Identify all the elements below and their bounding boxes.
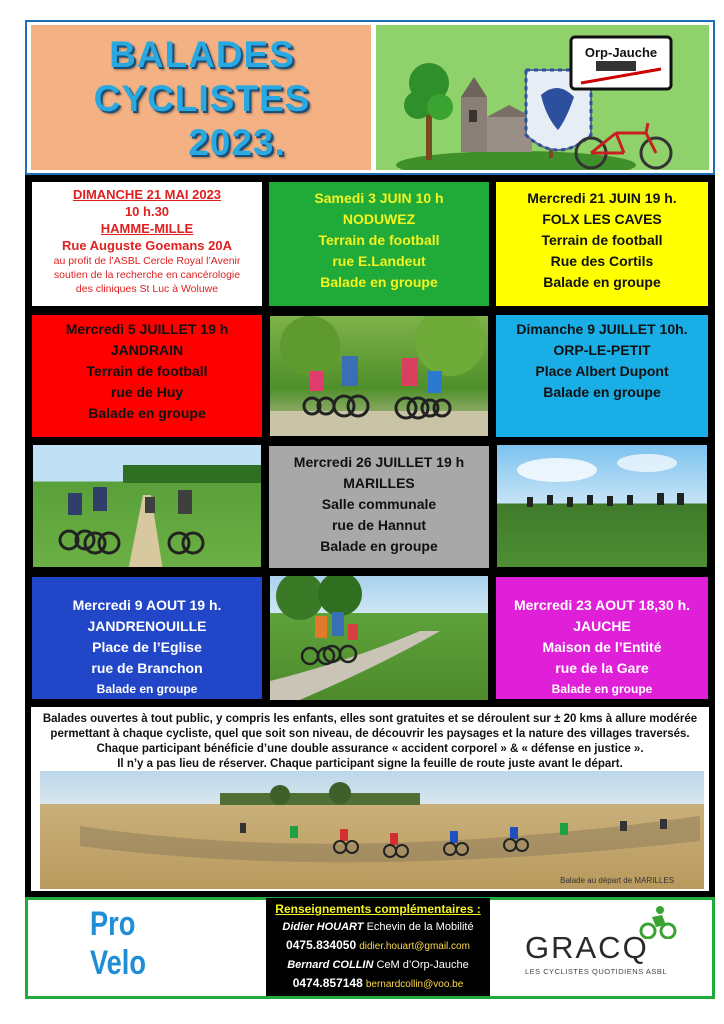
event-place: JANDRAIN	[110, 342, 184, 358]
event-type: Balade en groupe	[320, 274, 438, 290]
event-note-1: au profit de l’ASBL Cercle Royal l’Avenir	[53, 255, 241, 267]
event-time: 10 h.30	[124, 204, 170, 219]
event-place: FOLX LES CAVES	[542, 211, 662, 227]
event-date: Mercredi 5 JUILLET 19 h	[65, 321, 229, 337]
gracq-text: GRACQ	[525, 930, 649, 965]
photo-panorama-group	[40, 771, 704, 889]
event-place: JAUCHE	[573, 618, 631, 634]
header-illustration-panel	[376, 25, 709, 170]
event-card-hamme-mille	[29, 179, 265, 309]
contact-panel	[266, 898, 490, 996]
event-address: rue de Huy	[110, 384, 184, 400]
event-type: Balade en groupe	[320, 538, 438, 554]
title-line-1: BALADES	[109, 34, 295, 75]
info-line-3: Chaque participant bénéficie d’une double assurance « accident corporel » & « défense en justice ».	[96, 743, 644, 755]
photo-family-ride	[268, 314, 490, 438]
event-address: rue de Hannut	[331, 517, 427, 533]
photo-group-field	[495, 443, 709, 569]
gracq-subtitle: LES CYCLISTES QUOTIDIENS ASBL	[525, 967, 668, 976]
event-venue: Terrain de football	[86, 363, 208, 379]
contact-line-1	[266, 918, 490, 936]
event-type: Balade en groupe	[543, 384, 661, 400]
event-venue: Place de l’Eglise	[92, 639, 202, 655]
event-date: Mercredi 23 AOUT 18,30 h.	[513, 597, 691, 613]
event-address: rue E.Landeut	[332, 253, 426, 269]
header-title-panel	[31, 25, 371, 170]
info-line-2: permettant à chaque cycliste, quel que soit son niveau, de découvrir les paysages et la nature des villages traversés.	[50, 728, 690, 740]
sign-text: Orp-Jauche	[584, 45, 658, 60]
event-type: Balade en groupe	[96, 682, 198, 696]
event-venue: Salle communale	[321, 496, 437, 512]
event-address: rue de Branchon	[91, 660, 203, 676]
contact-line-2	[266, 936, 490, 956]
event-card-orp-le-petit	[493, 312, 711, 440]
event-date: Mercredi 21 JUIN 19 h.	[527, 190, 677, 206]
contact1-phone: 0475.834050	[286, 938, 357, 952]
event-date: Mercredi 26 JUILLET 19 h	[293, 454, 465, 470]
event-card-jandrenouille	[29, 574, 265, 702]
event-card-noduwez	[266, 179, 492, 309]
event-card-jandrain	[29, 312, 265, 440]
event-card-jauche	[493, 574, 711, 702]
event-date: DIMANCHE 21 MAI 2023	[72, 187, 222, 202]
event-place: MARILLES	[343, 475, 415, 491]
event-type: Balade en groupe	[551, 682, 653, 696]
event-date: Samedi 3 JUIN 10 h	[314, 190, 444, 206]
event-address: Rue Auguste Goemans 20A	[61, 238, 232, 253]
event-place: JANDRENOUILLE	[87, 618, 207, 634]
event-venue: Maison de l’Entité	[542, 639, 662, 655]
photo-caption: Balade au départ de MARILLES	[560, 876, 674, 885]
event-address: Place Albert Dupont	[535, 363, 669, 379]
contact1-role: Echevin de la Mobilité	[363, 921, 474, 933]
gracq-logo	[520, 905, 700, 985]
event-type: Balade en groupe	[543, 274, 661, 290]
contact-title: Renseignements complémentaires :	[275, 902, 481, 916]
photo-country-path	[31, 443, 263, 569]
contact1-email[interactable]: didier.houart@gmail.com	[359, 941, 470, 952]
event-card-folx-les-caves	[493, 179, 711, 309]
contact2-name: Bernard COLLIN	[287, 959, 374, 971]
contact2-role: CeM d’Orp-Jauche	[373, 959, 469, 971]
event-place: HAMME-MILLE	[100, 221, 194, 236]
contact-line-3	[266, 956, 490, 974]
event-note-2: soutien de la recherche en cancérologie	[53, 269, 241, 281]
event-place: NODUWEZ	[342, 211, 416, 227]
title-line-2: CYCLISTES	[93, 78, 311, 119]
event-note-3: des cliniques St Luc à Woluwe	[75, 283, 219, 295]
event-address: Rue des Cortils	[550, 253, 654, 269]
photo-road-ride	[268, 574, 490, 702]
pro-velo-logo: Pro Velo	[90, 905, 146, 982]
info-line-4: Il n’y a pas lieu de réserver. Chaque participant signe la feuille de route juste avant le départ.	[117, 758, 623, 770]
info-line-1: Balades ouvertes à tout public, y compris les enfants, elles sont gratuites et se déroulent sur ± 20 kms à allure modérée	[42, 713, 698, 725]
contact2-phone: 0474.857148	[292, 976, 363, 990]
contact1-name: Didier HOUART	[282, 921, 364, 933]
event-card-marilles	[266, 443, 492, 571]
contact-line-4	[266, 974, 490, 994]
event-place: ORP-LE-PETIT	[553, 342, 651, 358]
event-date: Dimanche 9 JUILLET 10h.	[516, 321, 688, 337]
title-line-3: 2023.	[188, 122, 286, 163]
event-address: rue de la Gare	[555, 660, 649, 676]
event-venue: Terrain de football	[318, 232, 440, 248]
event-date: Mercredi 9 AOUT 19 h.	[72, 597, 222, 613]
event-venue: Terrain de football	[541, 232, 663, 248]
contact2-email[interactable]: bernardcollin@voo.be	[365, 979, 464, 990]
event-type: Balade en groupe	[88, 405, 206, 421]
